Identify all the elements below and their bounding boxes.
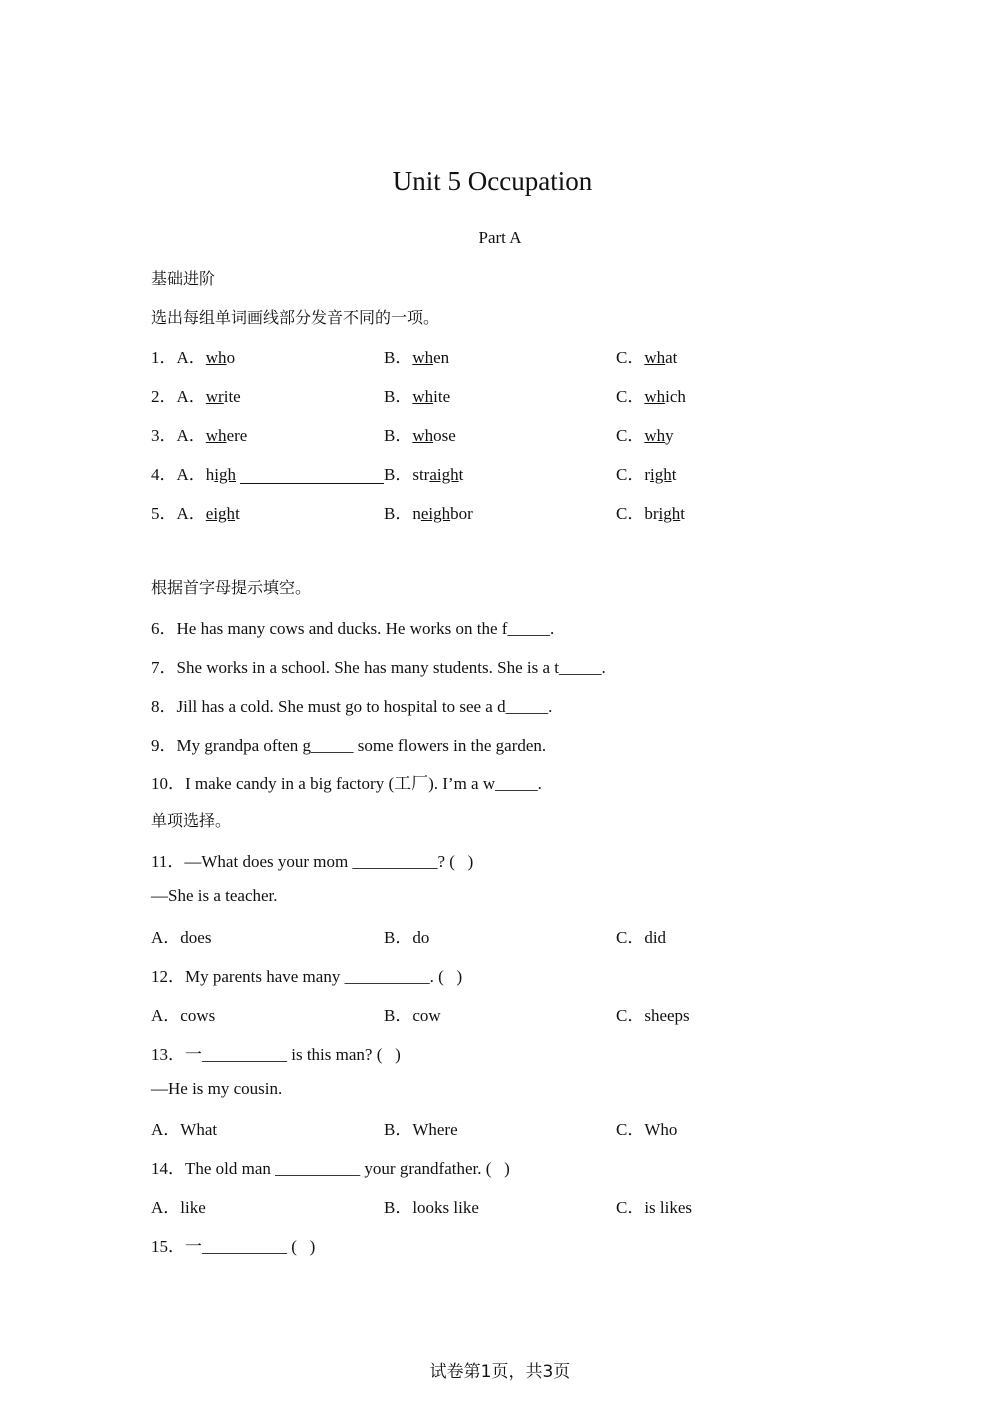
option-prefix: B． [384,426,413,445]
question-text: My parents have many __________. ( ) [185,967,463,986]
underlined-part: wh [644,348,666,367]
underlined-part: igh [650,465,672,484]
underlined-part: igh [214,465,237,484]
question-number: 11． [151,852,185,871]
q2-number: 2． [151,387,177,406]
underlined-part: wh [412,426,434,445]
section2-instruction: 根据首字母提示填空。 [151,578,312,597]
option-prefix: C． [616,465,645,484]
underlined-part: wh [412,348,434,367]
question-number: 7． [151,658,177,677]
option-prefix: B． [384,465,413,484]
word-rest: ite [433,387,451,406]
q1-option-a [151,343,235,368]
question-14 [151,1154,510,1179]
page-footer: 试卷第1页，共3页 [429,1362,571,1382]
question-text: The old man __________ your grandfather. ( ) [185,1159,510,1178]
section1-instruction: 选出每组单词画线部分发音不同的一项。 [151,308,440,327]
q3-number: 3． [151,426,177,445]
question-6 [151,614,554,639]
q13-option-b: B．Where [384,1120,458,1139]
underlined-part: wh [205,426,227,445]
q2-option-a [151,382,241,407]
question-7 [151,653,606,678]
underlined-part: wh [644,426,666,445]
q12-option-b: B．cow [384,1006,441,1025]
option-prefix: C． [616,348,645,367]
question-number: 9． [151,736,177,755]
word-rest: ere [226,426,248,445]
underlined-part: eigh [205,504,236,523]
word-rest: en [433,348,450,367]
option-prefix: C． [616,426,645,445]
underlined-part: wh [205,348,227,367]
option-prefix: A． [176,387,206,406]
option-prefix: A． [176,504,206,523]
word-rest: ose [433,426,456,445]
word-lead: h [205,465,215,484]
word-lead: n [412,504,421,523]
question-text: I make candy in a big factory (工厂). I’m a w_____. [185,774,542,793]
word-rest: t [235,504,240,523]
q5-number: 5． [151,504,177,523]
q4-option-b [384,460,463,485]
q4-option-c [616,460,676,485]
q3-option-b [384,421,456,446]
q14-option-b: B．looks like [384,1198,479,1217]
q14-option-c: C．is likes [616,1198,693,1217]
page-title: Unit 5 Occupation [392,166,593,196]
question-number: 14． [151,1159,185,1178]
word-rest: bor [450,504,473,523]
section3-instruction: 单项选择。 [151,811,232,830]
q13-option-c: C．Who [616,1120,678,1139]
underlined-part: igh [658,504,681,523]
question-text: Jill has a cold. She must go to hospital to see a d_____. [176,697,553,716]
q1-option-b [384,343,449,368]
option-prefix: C． [616,387,645,406]
underline-extension [240,483,384,484]
part-label: Part A [478,228,522,247]
q3-option-a [151,421,247,446]
question-text: My grandpa often g_____ some flowers in the garden. [176,736,547,755]
q14-option-a: A．like [151,1198,206,1217]
q4-option-a [151,460,236,485]
question-10 [151,769,542,794]
option-prefix: B． [384,387,413,406]
question-number: 10． [151,774,185,793]
option-prefix: B． [384,348,413,367]
question-13-reply: —He is my cousin. [151,1079,283,1098]
option-prefix: A． [176,426,206,445]
word-rest: t [680,504,685,523]
word-rest: ich [665,387,686,406]
question-8 [151,692,552,717]
q4-number: 4． [151,465,177,484]
word-rest: ite [223,387,241,406]
word-rest: t [458,465,464,484]
question-11-reply: —She is a teacher. [151,886,278,905]
question-9 [151,731,546,756]
word-rest: t [671,465,677,484]
question-text: 一__________ is this man? ( ) [185,1045,401,1064]
word-rest: o [226,348,236,367]
option-prefix: B． [384,504,413,523]
q11-option-a: A．does [151,928,212,947]
question-number: 12． [151,967,185,986]
question-number: 6． [151,619,177,638]
word-lead: str [412,465,430,484]
q5-option-b [384,499,473,524]
question-13 [151,1040,401,1065]
question-text: He has many cows and ducks. He works on the f_____. [176,619,555,638]
q1-option-c [616,343,677,368]
option-prefix: C． [616,504,645,523]
question-12 [151,962,462,987]
q11-option-b: B．do [384,928,430,947]
question-text: 一__________ ( ) [185,1237,316,1256]
q2-option-c [616,382,686,407]
question-11 [151,847,473,872]
q3-option-c [616,421,674,446]
question-number: 13． [151,1045,185,1064]
q2-option-b [384,382,450,407]
word-rest: y [665,426,674,445]
q5-option-a [151,499,240,524]
q1-number: 1． [151,348,177,367]
question-number: 15． [151,1237,185,1256]
underlined-part: wh [644,387,666,406]
q11-option-c: C．did [616,928,667,947]
word-rest: at [665,348,678,367]
q12-option-a: A．cows [151,1006,216,1025]
q12-option-c: C．sheeps [616,1006,690,1025]
question-text: She works in a school. She has many students. She is a t_____. [176,658,606,677]
option-prefix: A． [176,465,206,484]
word-lead: r [644,465,651,484]
underlined-part: wh [412,387,434,406]
section-heading: 基础进阶 [151,269,216,288]
underlined-part: aigh [429,465,459,484]
option-prefix: A． [176,348,206,367]
word-lead: br [644,504,659,523]
underlined-part: eigh [420,504,451,523]
q13-option-a: A．What [151,1120,218,1139]
question-15 [151,1232,315,1257]
q5-option-c [616,499,685,524]
underlined-part: wr [205,387,224,406]
question-number: 8． [151,697,177,716]
question-text: —What does your mom __________? ( ) [184,852,474,871]
